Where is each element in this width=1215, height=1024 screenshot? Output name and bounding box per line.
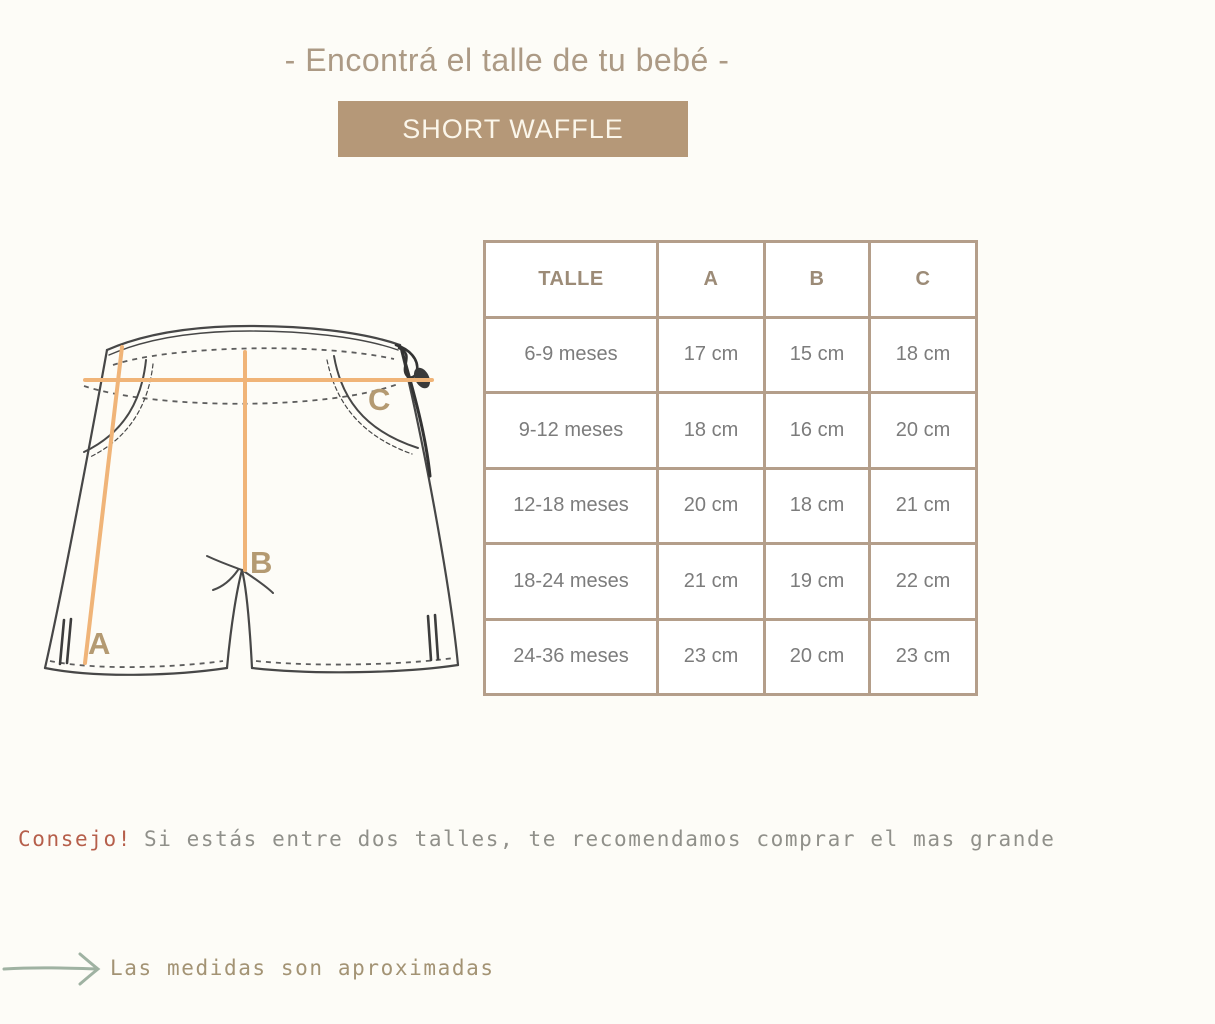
approx-note-text: Las medidas son aproximadas <box>110 956 495 980</box>
page-title: - Encontrá el talle de tu bebé - <box>284 42 730 78</box>
size-cell: 24-36 meses <box>485 619 658 695</box>
measure-cell: 23 cm <box>870 619 977 695</box>
measure-cell: 20 cm <box>765 619 870 695</box>
measure-label-b: B <box>250 545 273 580</box>
table-row <box>485 544 977 620</box>
product-name-banner: SHORT WAFFLE <box>338 101 688 157</box>
table-header-row <box>485 242 977 318</box>
measure-label-c: C <box>368 382 391 417</box>
column-header-b: B <box>765 242 870 318</box>
tip-label: Consejo! <box>18 827 132 851</box>
size-table <box>483 240 978 696</box>
measure-cell: 18 cm <box>658 393 765 469</box>
measure-cell: 16 cm <box>765 393 870 469</box>
shorts-diagram <box>28 318 473 703</box>
measure-cell: 20 cm <box>870 393 977 469</box>
table-row <box>485 317 977 393</box>
measure-cell: 22 cm <box>870 544 977 620</box>
measure-cell: 17 cm <box>658 317 765 393</box>
table-row <box>485 468 977 544</box>
tip-note <box>18 827 1056 851</box>
measure-cell: 21 cm <box>870 468 977 544</box>
measure-cell: 18 cm <box>870 317 977 393</box>
right-arrow-icon <box>2 944 106 992</box>
measure-cell: 15 cm <box>765 317 870 393</box>
measure-labels <box>88 382 390 661</box>
measure-cell: 23 cm <box>658 619 765 695</box>
measure-cell: 20 cm <box>658 468 765 544</box>
measure-cell: 21 cm <box>658 544 765 620</box>
measure-line-a <box>85 347 122 663</box>
measure-label-a: A <box>88 626 111 661</box>
column-header-a: A <box>658 242 765 318</box>
size-cell: 6-9 meses <box>485 317 658 393</box>
tip-text: Si estás entre dos talles, te recomendamos comprar el mas grande <box>143 827 1056 851</box>
measure-cell: 18 cm <box>765 468 870 544</box>
measure-cell: 19 cm <box>765 544 870 620</box>
size-cell: 12-18 meses <box>485 468 658 544</box>
size-cell: 18-24 meses <box>485 544 658 620</box>
table-row <box>485 619 977 695</box>
size-cell: 9-12 meses <box>485 393 658 469</box>
stitch-lines <box>50 348 454 667</box>
approx-note-row <box>2 944 495 992</box>
column-header-talle: TALLE <box>485 242 658 318</box>
table-row <box>485 393 977 469</box>
column-header-c: C <box>870 242 977 318</box>
